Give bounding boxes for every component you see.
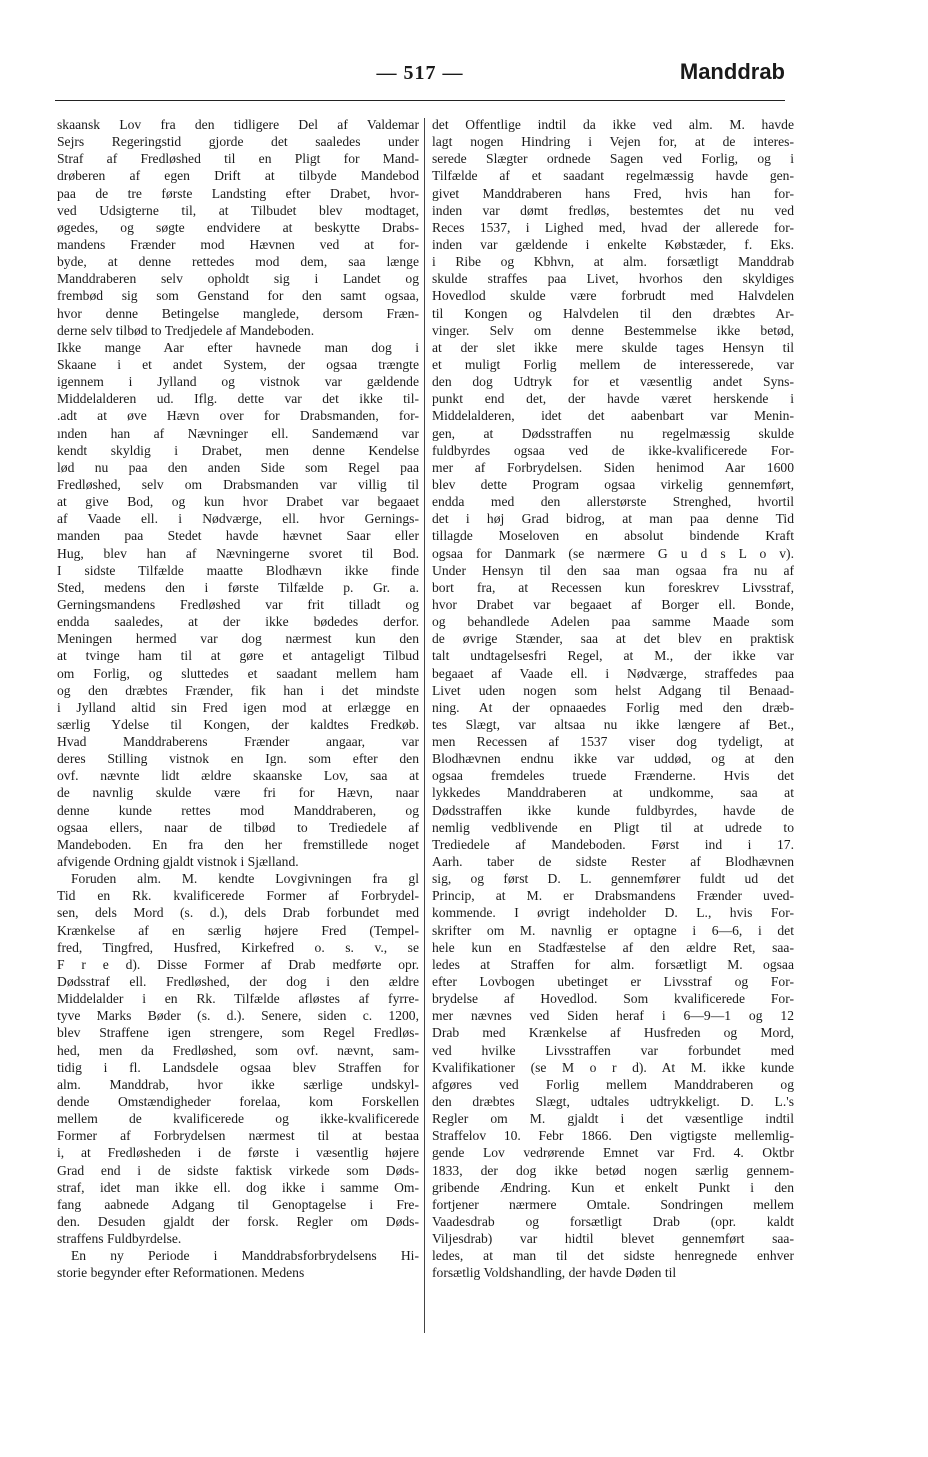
text-line: 1833, der dog ikke betød nogen særlig gennem- bbox=[432, 1162, 794, 1178]
header-rule bbox=[55, 100, 785, 101]
text-line: den dræbtes Slægt, udtales udtrykkeligt. D. L.'s bbox=[432, 1094, 794, 1110]
text-line: sig, og først D. L. gennemfører fuldt ud det bbox=[432, 871, 794, 887]
column-divider bbox=[424, 118, 425, 1333]
text-line: gen, at Dødsstraffen nu regelmæssig skulde bbox=[432, 425, 794, 441]
text-line: Hvad Manddraberens Frænder angaar, var bbox=[57, 734, 419, 750]
text-line: Middelalder i en Rk. Tilfælde afløstes af fyrre- bbox=[57, 991, 419, 1007]
text-line: at tvinge ham til at gøre et antageligt Tilbud bbox=[57, 648, 419, 664]
text-line: Middelalderen, idet det aabenbart var Menin- bbox=[432, 408, 794, 424]
text-line: et muligt Forlig mellem de interesserede, var bbox=[432, 356, 794, 372]
text-line: Krænkelse af en særlig højere Fred (Tempel- bbox=[57, 922, 419, 938]
text-line: brydelse af Hovedlod. Som kvalificerede For- bbox=[432, 991, 794, 1007]
text-line: blev dette Program ogsaa virkelig gennemført, bbox=[432, 476, 794, 492]
text-line: til Kongen og Halvdelen til den dræbtes Ar- bbox=[432, 305, 794, 321]
text-line: tyve Marks Bøder (s. d.). Senere, siden c. 1200, bbox=[57, 1008, 419, 1024]
text-line: kendt skyldig i Drabet, men denne Kendelse bbox=[57, 442, 419, 458]
text-line: øgedes, og søgte endvidere at beskytte Drabs- bbox=[57, 219, 419, 235]
text-line: punkt end det, der havde været herskende i bbox=[432, 391, 794, 407]
text-line: dende Omstændigheder forelaa, kom Forskellen bbox=[57, 1094, 419, 1110]
text-line: skrifter om M. navnlig er optagne i 6—6, i det bbox=[432, 922, 794, 938]
text-line: skaansk Lov fra den tidligere Del af Valdemar bbox=[57, 117, 419, 132]
text-line: lagt nogen Hindring i Vejen for, at de interes- bbox=[432, 134, 794, 150]
text-line: at der slet ikke mere skulde tages Hensyn til bbox=[432, 339, 794, 355]
text-line: ning. At der opnaaedes Forlig med den dræb- bbox=[432, 699, 794, 715]
text-line: Hug, blev han af Nævningerne svoret til Bod. bbox=[57, 545, 419, 561]
text-line: kommende. I øvrigt indeholder D. L., hvis For- bbox=[432, 905, 794, 921]
text-line: paa de tre første Landsting efter Drabet, hvor- bbox=[57, 185, 419, 201]
text-line: Fredløshed, selv om Drabsmanden var villig til bbox=[57, 476, 419, 492]
text-line: ved hvilke Livsstraffen var forbundet med bbox=[432, 1042, 794, 1058]
text-line: Tilfælde af et saadant regelmæssig havde gen- bbox=[432, 168, 794, 184]
text-line: fred, Tingfred, Husfred, Kirkefred o. s. v., se bbox=[57, 939, 419, 955]
text-line: Reces 1537, i Lighed med, hvad der allerede for- bbox=[432, 219, 794, 235]
text-line: i Ribe og Kbhvn, at alm. forsætligt Manddrab bbox=[432, 254, 794, 270]
text-line: men Recessen af 1537 viser dog tydeligt, at bbox=[432, 734, 794, 750]
text-line: afvigende Ordning gjaldt vistnok i Sjælland. bbox=[57, 854, 299, 870]
text-line: vinger. Selv om denne Bestemmelse ikke betød, bbox=[432, 322, 794, 338]
text-line: Former af Forbrydelsen nærmest til at bestaa bbox=[57, 1128, 419, 1144]
text-line: ledes at Straffen for alm. forsætligt M. ogsaa bbox=[432, 956, 794, 972]
text-line: Trediedele af Mandeboden. Først ind i 17. bbox=[432, 836, 794, 852]
text-line: Dødsstraf ell. Fredløshed, der dog i den ældre bbox=[57, 974, 419, 990]
text-line: byde, at denne rettedes mod dem, saa længe bbox=[57, 254, 419, 270]
text-line: de øvrige Stænder, saa at det blev en praktisk bbox=[432, 631, 794, 647]
text-line: inden var dømt fredløs, bestemtes det nu ved bbox=[432, 202, 794, 218]
text-line: Ikke mange Aar efter havnede man dog i bbox=[57, 339, 419, 355]
text-line: Manddraberen selv opholdt sig i Landet og bbox=[57, 271, 419, 287]
text-line: særlig Ydelse til Kongen, der kaldtes Fredkøb. bbox=[57, 716, 419, 732]
text-line: Straf af Fredløshed til en Pligt for Mand- bbox=[57, 151, 419, 167]
running-head: Manddrab bbox=[679, 59, 785, 84]
text-line: Hovedlod skulde være forbrudt med Halvdelen bbox=[432, 288, 794, 304]
left-column bbox=[57, 116, 419, 1282]
text-line: om Forlig, og sluttedes et saadant mellem ham bbox=[57, 665, 419, 681]
text-line: straf, idet man ikke ell. dog ikke i samme Om- bbox=[57, 1179, 419, 1195]
text-line: fang aabnede Adgang til Genoptagelse i Fre- bbox=[57, 1196, 419, 1212]
text-line: igennem i Jylland og vistnok var gældende bbox=[57, 374, 419, 390]
text-line: talt undtagelsesfri Regel, at M., der ikke var bbox=[432, 648, 794, 664]
text-line: skulde straffes paa Livet, hvorhos den skyldiges bbox=[432, 271, 794, 287]
text-line: En ny Periode i Manddrabsforbrydelsens Hi- bbox=[71, 1248, 419, 1264]
text-line: Dødsstraffen ikke kunde fuldbyrdes, havde de bbox=[432, 802, 794, 818]
text-line: ogsaa for Danmark (se nærmere G u d s L o v). bbox=[432, 545, 794, 561]
text-line: og behandlede Adelen paa samme Maade som bbox=[432, 614, 794, 630]
text-line: det i høj Grad bidrog, at man paa denne Tid bbox=[432, 511, 794, 527]
text-line: Regler om M. gjaldt i det væsentlige indtil bbox=[432, 1111, 794, 1127]
text-line: ovf. nævnte lidt ældre skaanske Lov, saa at bbox=[57, 768, 419, 784]
text-line: ved Udsigterne til, at Tilbudet blev modtaget, bbox=[57, 202, 419, 218]
text-line: denne kunde rettes mod Manddraberen, og bbox=[57, 802, 419, 818]
text-line: ınden han af Nævninger ell. Sandemænd var bbox=[57, 425, 419, 441]
text-line: ledes, at man til det sidste henregnede enhver bbox=[432, 1248, 794, 1264]
text-line: mer nævnes ved Siden heraf i 6—9—1 og 12 bbox=[432, 1008, 794, 1024]
text-line: tillagde Moseloven en absolut bindende Kraft bbox=[432, 528, 794, 544]
text-line: hvor denne Betingelse manglede, dersom Fræn- bbox=[57, 305, 419, 321]
text-line: endda med den allerstørste Strenghed, hvortil bbox=[432, 494, 794, 510]
text-line: Princip, at M. er Drabsmandens Frænder uved- bbox=[432, 888, 794, 904]
text-line: ogsaa fremdeles truede Frænderne. Hvis det bbox=[432, 768, 794, 784]
text-line: drøberen af egen Drift at tilbyde Mandebod bbox=[57, 168, 419, 184]
text-line: den dog Udtryk for et væsentlig andet Syns- bbox=[432, 374, 794, 390]
text-line: straffens Fuldbyrdelse. bbox=[57, 1231, 182, 1247]
text-line: Blodhævnen endnu ikke var uddød, og at den bbox=[432, 751, 794, 767]
text-line: i, at Fredløsheden i de første i væsentlig højere bbox=[57, 1145, 419, 1161]
text-line: Vaadesdrab og forsætligt Drab (opr. kaldt bbox=[432, 1214, 794, 1229]
text-line: Viljesdrab) var hidtil blevet gennemført saa- bbox=[432, 1231, 794, 1247]
text-line: F r e d). Disse Former af Drab medførte opr. bbox=[57, 956, 419, 972]
text-line: ogsaa ellers, naar de tilbød to Trediedele af bbox=[57, 819, 419, 835]
page-number: — 517 — bbox=[376, 62, 464, 84]
text-line: deres Stilling vistnok en Ign. som efter den bbox=[57, 751, 419, 767]
text-line: i Jylland altid sin Fred igen mod at erlægge en bbox=[57, 699, 419, 715]
text-line: efter Lovbogen ubetinget er Livsstraf og For- bbox=[432, 974, 794, 990]
text-line: tes Slægt, var altsaa nu ikke længere af Bet., bbox=[432, 716, 794, 732]
text-line: Skaane i et andet System, der ogsaa trængte bbox=[57, 356, 419, 372]
text-line: af Vaade ell. i Nødværge, ell. hvor Gernings- bbox=[57, 511, 419, 527]
text-line: Livet uden nogen som helst Adgang til Benaad- bbox=[432, 682, 794, 698]
text-line: fortjener nærmere Omtale. Sondringen mellem bbox=[432, 1196, 794, 1212]
page-header bbox=[55, 59, 785, 94]
text-line: lykkedes Manddraberen at undkomme, saa at bbox=[432, 785, 794, 801]
text-line: Under Hensyn til den saa man ogsaa fra nu af bbox=[432, 562, 794, 578]
text-line: mellem de kvalificerede og ikke-kvalificerede bbox=[57, 1111, 419, 1127]
text-line: Middelalderen ud. Iflg. dette var det ikke til- bbox=[57, 391, 419, 407]
text-line: I sidste Tilfælde maatte Blodhævn ikke finde bbox=[57, 562, 419, 578]
text-line: storie begynder efter Reformationen. Medens bbox=[57, 1265, 305, 1281]
text-line: Mandeboden. En fra den her fremstillede noget bbox=[57, 836, 419, 852]
text-line: det Offentlige indtil da ikke ved alm. M. havde bbox=[432, 117, 794, 132]
text-line: sen, dels Mord (s. d.), dels Drab forbundet med bbox=[57, 905, 419, 921]
text-line: inden var gældende i enkelte Købstæder, f. Eks. bbox=[432, 236, 794, 252]
text-line: Meningen hermed var dog nærmest kun den bbox=[57, 631, 419, 647]
text-line: manden paa Stedet havde hævnet Saar eller bbox=[57, 528, 419, 544]
text-line: Grad end i de sidste faktisk virkede som Døds- bbox=[57, 1162, 419, 1178]
text-line: mandens Frænder mod Hævnen ved at for- bbox=[57, 236, 419, 252]
text-line: alm. Manddrab, hvor ikke særlige undskyl- bbox=[57, 1076, 419, 1092]
text-line: hvor Drabet var begaaet af Borger ell. Bonde, bbox=[432, 596, 794, 612]
text-line: serede Slægter ordnede Sagen ved Forlig, og i bbox=[432, 151, 794, 167]
text-line: Aarh. taber de sidste Rester af Blodhævnen bbox=[432, 854, 794, 870]
text-line: bort fra, at Recessen kun foreskrev Livsstraf, bbox=[432, 579, 794, 595]
text-line: derne selv tilbød to Tredjedele af Mandeboden. bbox=[57, 322, 315, 338]
text-line: endda saaledes, at der ikke bødedes derfor. bbox=[57, 614, 419, 630]
text-line: frembød sig som Genstand for den samt ogsaa, bbox=[57, 288, 419, 304]
text-line: lød nu paa den anden Side som Regel paa bbox=[57, 459, 419, 475]
text-line: hed, men da Fredløshed, som ovf. nævnt, sam- bbox=[57, 1042, 419, 1058]
right-column bbox=[432, 116, 794, 1282]
text-line: den. Desuden gjaldt der forsk. Regler om Døds- bbox=[57, 1214, 419, 1229]
text-line: Sejrs Regeringstid gjorde det saaledes under bbox=[57, 134, 419, 150]
text-line: nemlig vedblivende en Pligt til at udrede to bbox=[432, 819, 794, 835]
text-line: Gerningsmandens Fredløshed var frit tilladt og bbox=[57, 596, 419, 612]
text-line: Straffelov 10. Febr 1866. Den vigtigste mellemlig- bbox=[432, 1128, 794, 1144]
text-line: Tid en Rk. kvalificerede Former af Forbrydel- bbox=[57, 888, 419, 904]
text-line: .adt at øve Hævn over for Drabsmanden, for- bbox=[57, 408, 419, 424]
text-line: forsætlig Voldshandling, der havde Døden til bbox=[432, 1265, 677, 1281]
text-line: at give Bod, og kun hvor Drabet var begaaet bbox=[57, 494, 419, 510]
text-line: begaaet af Vaade ell. i Nødværge, straffedes paa bbox=[432, 665, 794, 681]
text-line: gende Lov vedrørende Emnet var Frd. 4. Oktbr bbox=[432, 1145, 794, 1161]
text-line: Foruden alm. M. kendte Lovgivningen fra gl bbox=[71, 871, 419, 887]
text-line: og den dræbtes Frænder, fik han i det mindste bbox=[57, 682, 419, 698]
text-line: givet Manddraberen hans Fred, hvis han for- bbox=[432, 185, 794, 201]
text-line: de navnlig skulde være fri for Hævn, naar bbox=[57, 785, 419, 801]
text-line: Sted, medens den i første Tilfælde p. Gr. a. bbox=[57, 579, 419, 595]
text-line: mer af Forbrydelsen. Siden henimod Aar 1600 bbox=[432, 459, 794, 475]
text-line: afgøres ved Forlig mellem Manddraberen og bbox=[432, 1076, 794, 1092]
text-line: Drab med Krænkelse af Husfreden og Mord, bbox=[432, 1025, 794, 1041]
text-line: fuldbyrdes ogsaa ved de ikke-kvalificerede For- bbox=[432, 442, 794, 458]
text-line: blev Straffene igen strengere, som Regel Fredløs- bbox=[57, 1025, 419, 1041]
text-line: tidig i fl. Landsdele ogsaa blev Straffen for bbox=[57, 1059, 419, 1075]
text-line: Kvalifikationer (se M o r d). At M. ikke kunde bbox=[432, 1059, 794, 1075]
text-line: hele kun en Stadfæstelse af den ældre Ret, saa- bbox=[432, 939, 794, 955]
text-line: gribende Ændring. Kun et enkelt Punkt i den bbox=[432, 1179, 794, 1195]
